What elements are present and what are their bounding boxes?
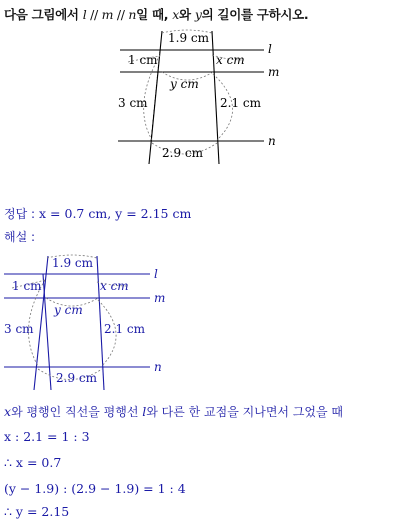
- label-top-seg: 1.9 cm: [168, 31, 209, 45]
- answer-line: [4, 205, 191, 222]
- solution-figure: [0, 248, 400, 398]
- var-l: l: [82, 7, 87, 22]
- var-x: x: [172, 7, 179, 22]
- label-bottom-seg: 2.9 cm: [56, 371, 97, 385]
- label-left-side: 3 cm: [4, 322, 34, 336]
- label-right-side: 2.1 cm: [220, 96, 261, 110]
- label-m: m: [268, 65, 280, 79]
- parallel-symbol: //: [113, 7, 129, 22]
- solution-label: 해설 :: [4, 230, 36, 244]
- problem-prefix: 다음 그림에서: [4, 7, 83, 22]
- explanation-part-b: 와 다른 한 교점을 지나면서 그었을 때: [146, 405, 344, 419]
- label-m: m: [154, 291, 166, 305]
- label-y-seg: y cm: [54, 303, 83, 317]
- var-m: m: [101, 7, 114, 22]
- problem-figure: [0, 0, 400, 200]
- explanation-part-a: 와 평행인 직선을 평행선: [11, 405, 143, 419]
- var-n: n: [128, 7, 137, 22]
- label-l: l: [154, 267, 158, 281]
- problem-wa: 와: [179, 7, 195, 22]
- label-bottom-seg: 2.9 cm: [162, 146, 203, 160]
- label-n: n: [154, 360, 162, 374]
- label-x-seg: x cm: [216, 53, 245, 67]
- step-1: x : 2.1 = 1 : 3: [4, 429, 90, 444]
- answer-label: 정답 :: [4, 207, 36, 221]
- explanation-line: [4, 403, 343, 420]
- label-right-side: 2.1 cm: [104, 322, 145, 336]
- var-l: l: [142, 404, 147, 419]
- label-n: n: [268, 134, 276, 148]
- label-x-seg: x cm: [100, 279, 129, 293]
- transversal-right: [212, 31, 219, 164]
- label-left-seg: 1 cm: [128, 53, 158, 67]
- aux-parallel-line: [43, 274, 51, 390]
- transversal-right: [97, 256, 104, 390]
- problem-suffix: 의 길이를 구하시오.: [201, 7, 309, 22]
- label-l: l: [268, 42, 272, 56]
- step-2: ∴ x = 0.7: [4, 455, 62, 470]
- label-left-side: 3 cm: [118, 96, 148, 110]
- var-x: x: [4, 404, 12, 419]
- label-y-seg: y cm: [170, 77, 199, 91]
- answer-value: x = 0.7 cm, y = 2.15 cm: [39, 206, 192, 221]
- step-4: ∴ y = 2.15: [4, 504, 70, 519]
- label-left-seg: 1 cm: [12, 279, 42, 293]
- var-y: y: [194, 7, 202, 22]
- problem-mid: 일 때,: [136, 7, 173, 22]
- parallel-symbol: //: [86, 7, 102, 22]
- step-3: (y − 1.9) : (2.9 − 1.9) = 1 : 4: [4, 481, 186, 496]
- label-top-seg: 1.9 cm: [52, 256, 93, 270]
